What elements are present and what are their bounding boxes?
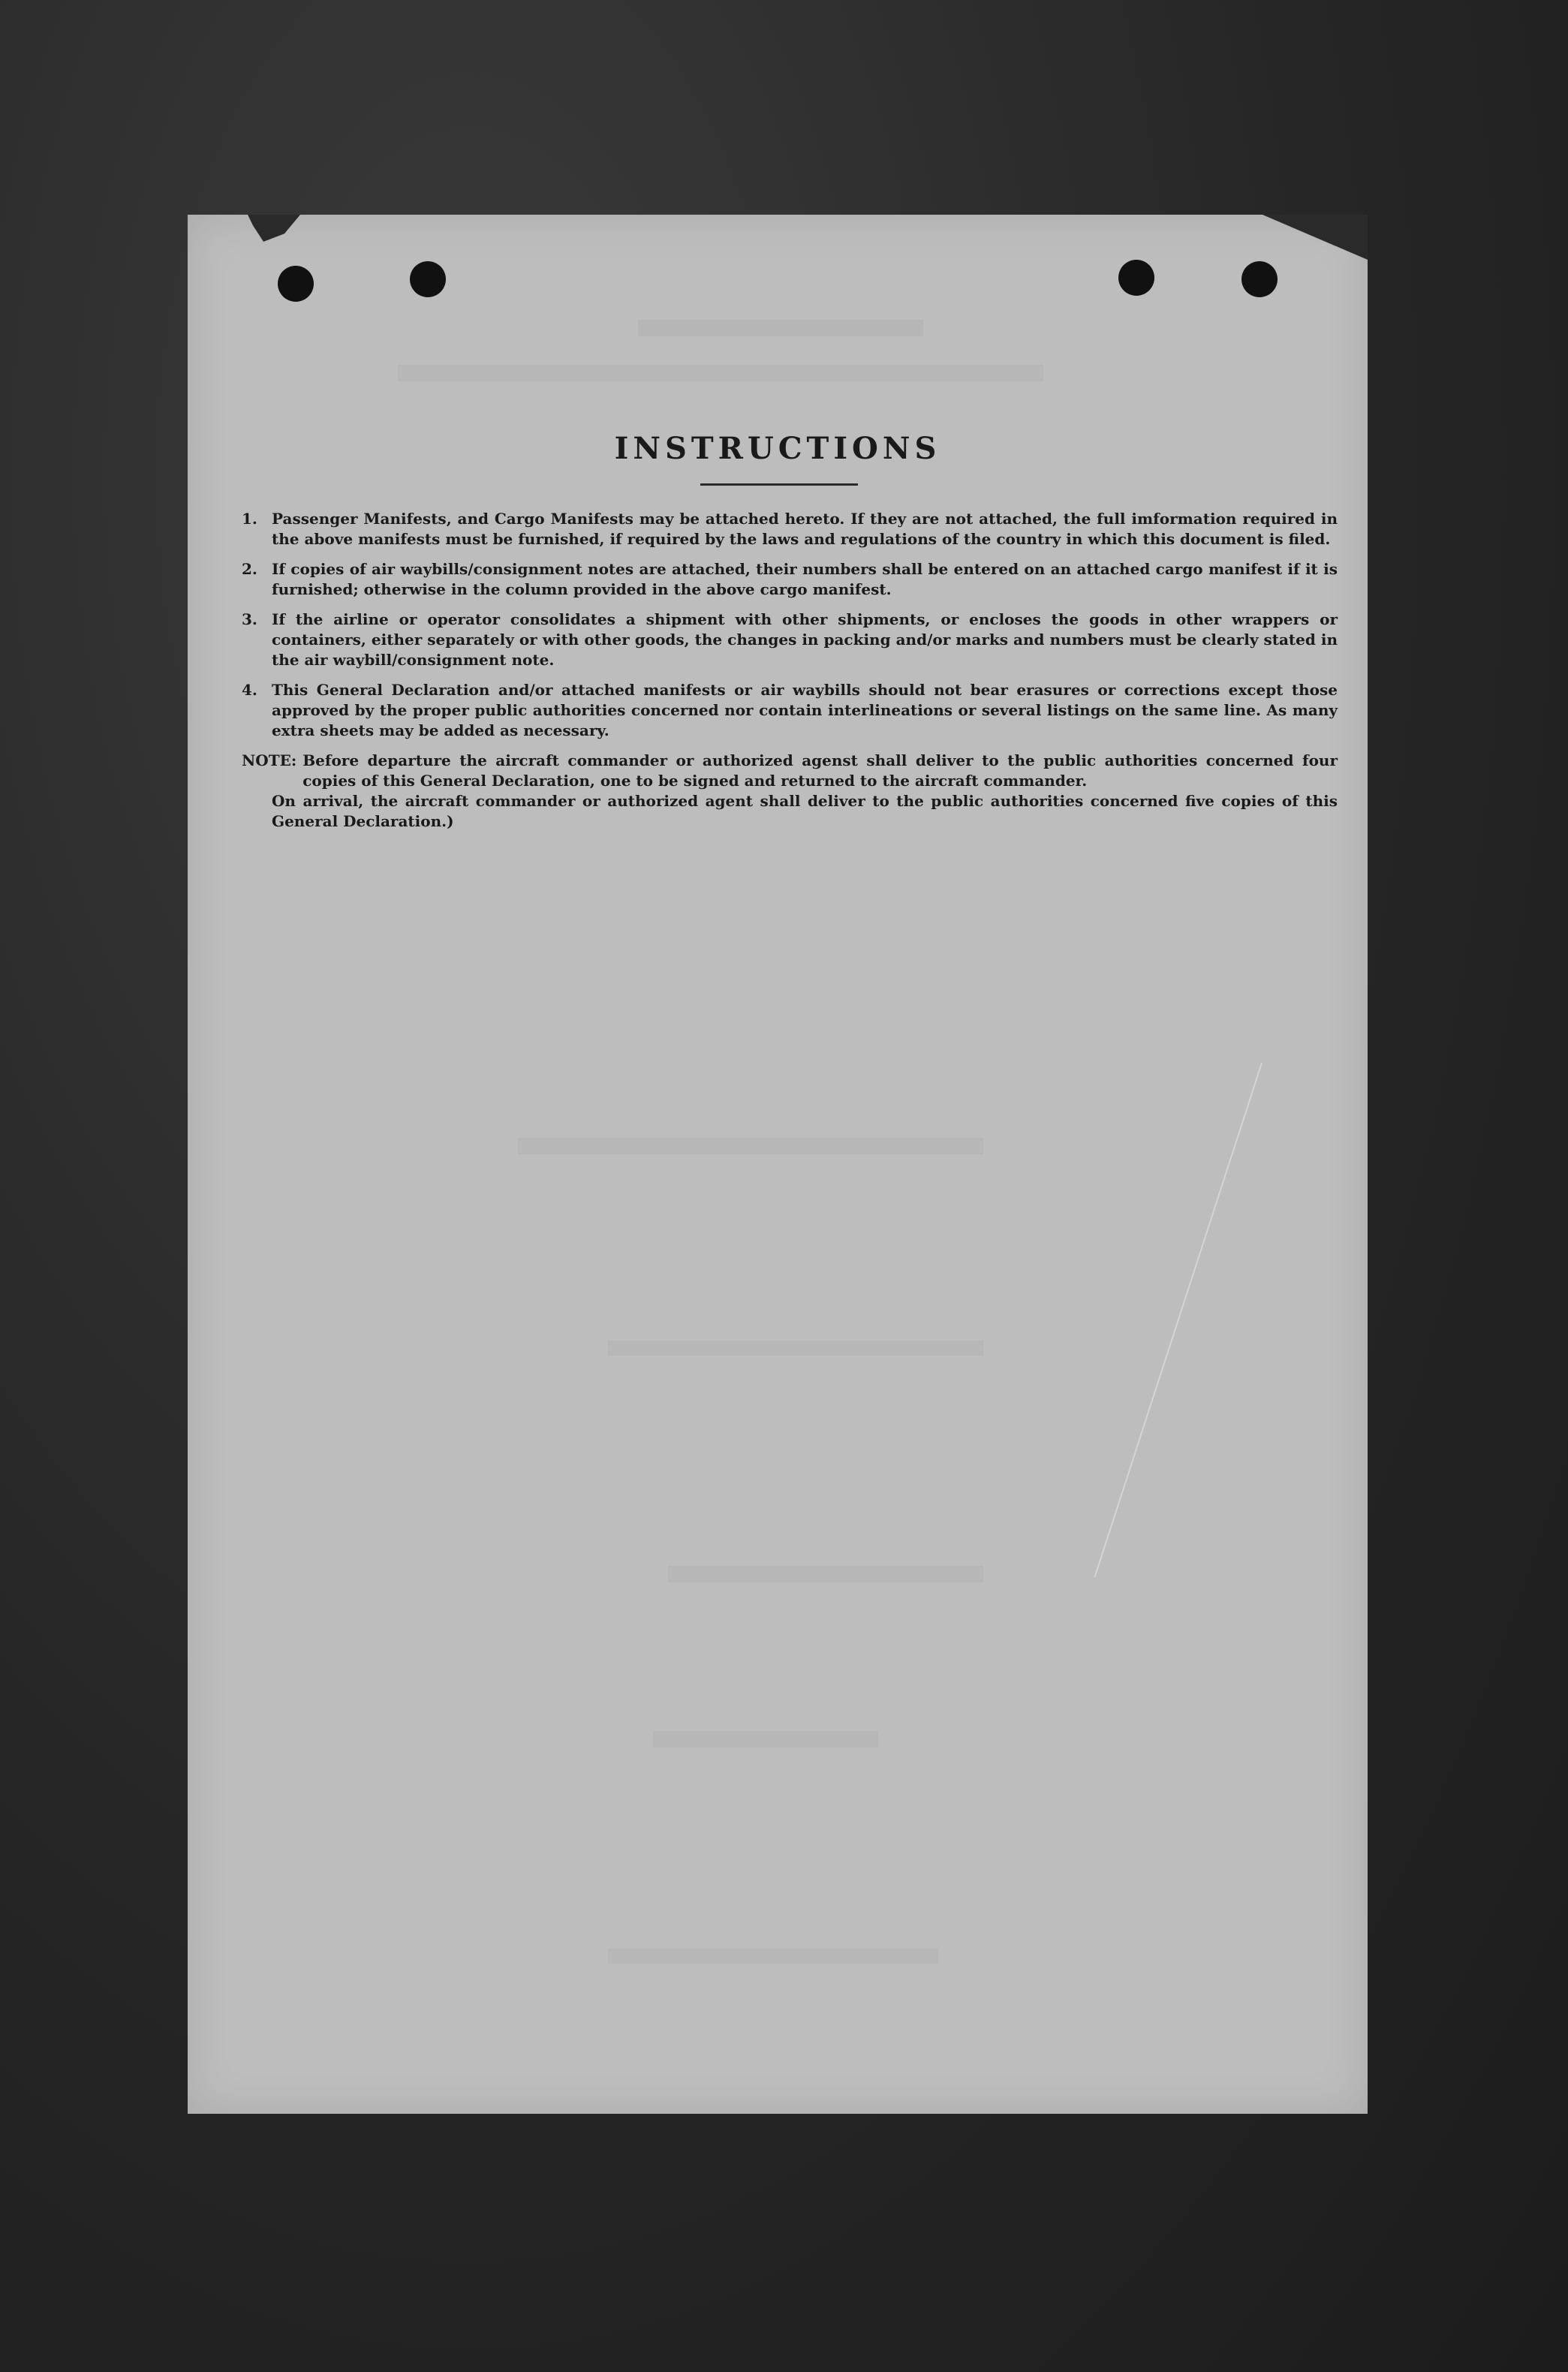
instruction-item — [242, 509, 1338, 549]
bleed-through — [608, 1949, 938, 1964]
bleed-through — [518, 1138, 983, 1154]
item-number: 2. — [242, 560, 257, 578]
bleed-through — [638, 320, 923, 336]
item-text: If copies of air waybills/consignment notes are attached, their numbers shall be entered on an attached cargo manifest if it is furnished; otherwise in the column provided in the above cargo manifest. — [272, 560, 1338, 598]
page-title: INSTRUCTIONS — [614, 431, 941, 466]
scratch-mark — [1094, 1063, 1263, 1577]
instruction-item — [242, 559, 1338, 600]
bleed-through — [608, 1341, 983, 1356]
note-label: NOTE: — [242, 751, 297, 769]
instructions-list — [242, 509, 1338, 832]
punch-hole-icon — [1241, 261, 1278, 297]
item-text: Passenger Manifests, and Cargo Manifests may be attached hereto. If they are not attached, the full imformation required in the above manifests must be furnished, if required by the laws and regulations of the country in which this document is filed. — [272, 510, 1338, 548]
punch-hole-icon — [410, 261, 446, 297]
item-number: 1. — [242, 510, 257, 528]
bleed-through — [668, 1566, 983, 1582]
folded-corner — [1263, 215, 1368, 260]
punch-hole-icon — [1118, 260, 1154, 296]
item-text: This General Declaration and/or attached manifests or air waybills should not bear erasures or corrections except those approved by the proper public authorities concerned nor contain interlineations or several listings on the same line. As many extra sheets may be added as necessary. — [272, 681, 1338, 739]
note-departure: Before departure the aircraft commander or authorized agenst shall deliver to the public authorities concerned four copies of this General Declaration, one to be signed and returned to the aircraft commander. — [302, 751, 1338, 790]
bleed-through — [653, 1731, 878, 1747]
note-block — [242, 751, 1338, 832]
instruction-item — [242, 610, 1338, 670]
item-text: If the airline or operator consolidates a shipment with other shipments, or encloses the goods in other wrappers or containers, either separately or with other goods, the changes in packing and/or marks and numbers must be clearly stated in the air waybill/consignment note. — [272, 610, 1338, 669]
title-underline — [700, 483, 858, 486]
note-arrival: On arrival, the aircraft commander or authorized agent shall deliver to the public authorities concerned five copies of this General Declaration.) — [272, 792, 1338, 830]
item-number: 3. — [242, 610, 257, 628]
instruction-item — [242, 680, 1338, 741]
document-page — [188, 215, 1368, 2114]
item-number: 4. — [242, 681, 257, 699]
punch-hole-icon — [278, 266, 314, 302]
bleed-through — [398, 365, 1043, 381]
torn-edge — [248, 215, 300, 242]
